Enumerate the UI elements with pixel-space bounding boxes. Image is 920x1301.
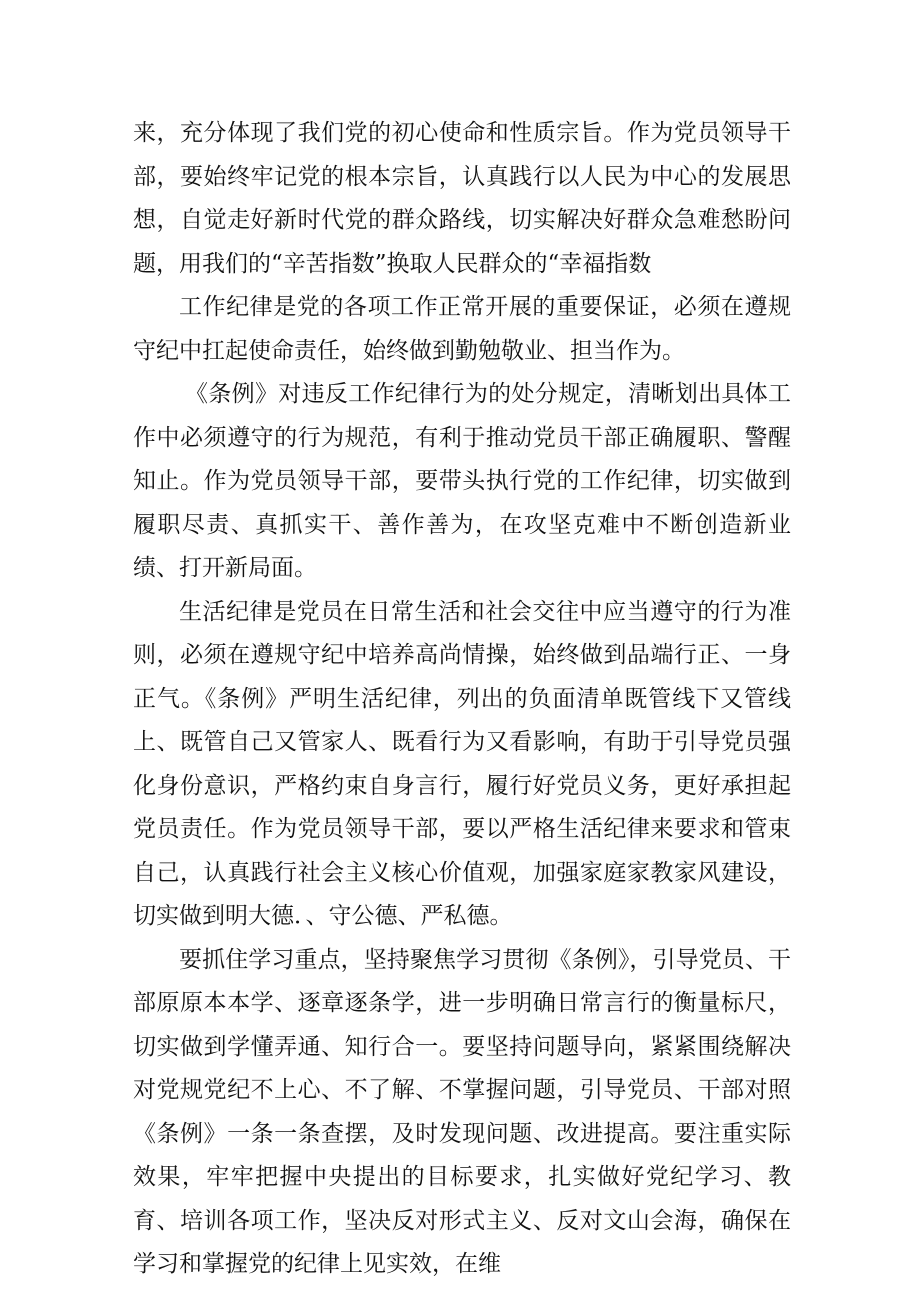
paragraph-life-discipline: 生活纪律是党员在日常生活和社会交往中应当遵守的行为准则，必须在遵规守纪中培养高尚情操，始终做到品端行正、一身正气。《条例》严明生活纪律，列出的负面清单既管线下又管线上、既管自己又管家人、既看行为又看影响，有助于引导党员强化身份意识，严格约束自身言行，履行好党员义务，更好承担起党员责任。作为党员领导干部，要以严格生活纪律来要求和管束自己，认真践行社会主义核心价值观，加强家庭家教家风建设，切实做到明大德．、守公德、严私德。 bbox=[133, 598, 791, 929]
paragraph-work-discipline: 工作纪律是党的各项工作正常开展的重要保证，必须在遵规守纪中扛起使命责任，始终做到勤勉敬业、担当作为。 bbox=[133, 294, 791, 364]
paragraph-regulations-work: 《条例》对违反工作纪律行为的处分规定，清晰划出具体工作中必须遵守的行为规范，有利于推动党员干部正确履职、警醒知止。作为党员领导干部，要带头执行党的工作纪律，切实做到履职尽责、真抓实干、善作善为，在攻坚克难中不断创造新业绩、打开新局面。 bbox=[133, 381, 791, 581]
paragraph-study-focus: 要抓住学习重点，坚持聚焦学习贯彻《条例》，引导党员、干部原原本本学、逐章逐条学，进一步明确日常言行的衡量标尺，切实做到学懂弄通、知行合一。要坚持问题导向，紧紧围绕解决对党规党纪不上心、不了解、不掌握问题，引导党员、干部对照《条例》一条一条查摆，及时发现问题、改进提高。要注重实际效果，牢牢把握中央提出的目标要求，扎实做好党纪学习、教育、培训各项工作，坚决反对形式主义、反对文山会海，确保在学习和掌握党的纪律上见实效，在维 bbox=[133, 946, 791, 1277]
paragraph-continuation: 来，充分体现了我们党的初心使命和性质宗旨。作为党员领导干部，要始终牢记党的根本宗旨，认真践行以人民为中心的发展思想，自觉走好新时代党的群众路线，切实解决好群众急难愁盼问题，用我们的“辛苦指数”换取人民群众的“幸福指数 bbox=[133, 120, 791, 277]
document-body bbox=[133, 112, 791, 1287]
